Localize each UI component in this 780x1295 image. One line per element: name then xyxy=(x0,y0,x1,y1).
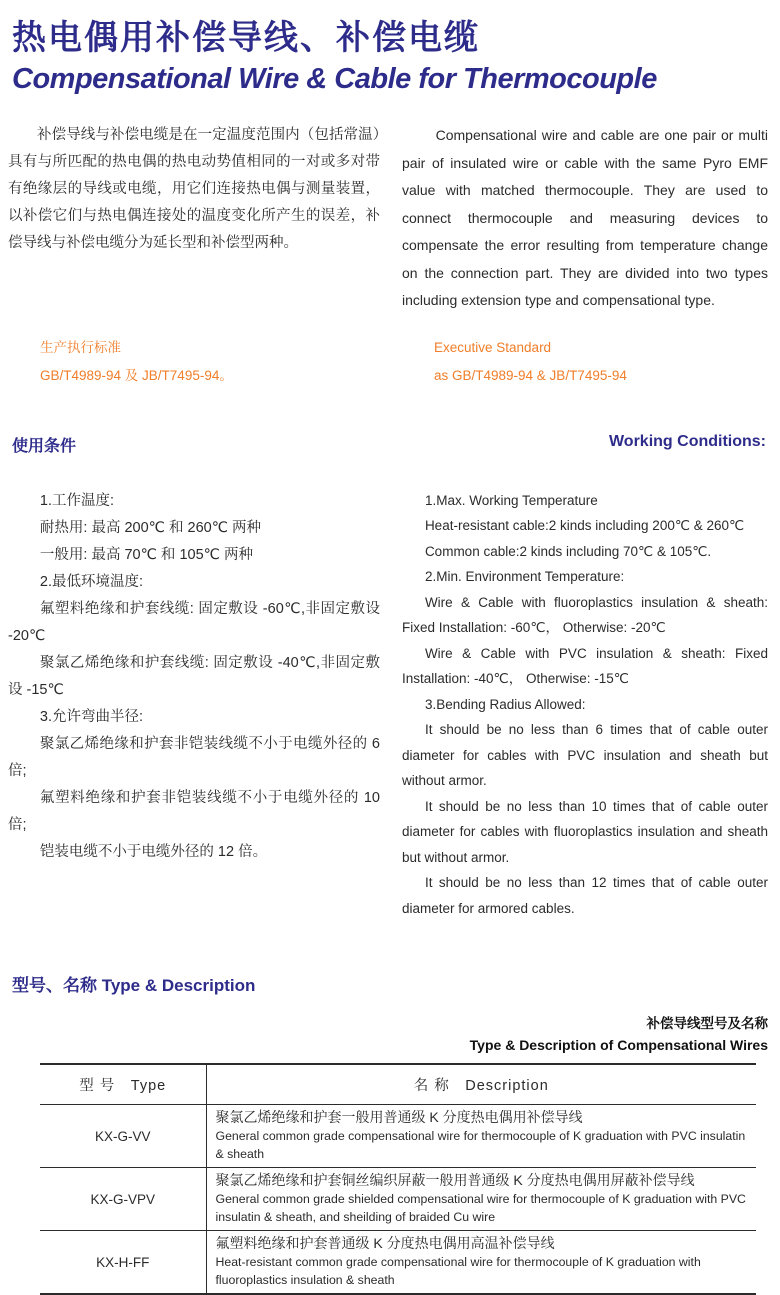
intro-paragraph-en: Compensational wire and cable are one pair or multi pair of insulated wire or cable with the same Pyro EMF value with matched thermocouple. They are used to connect thermocouple and measuring devices to compensate the error resulting from temperature change on the connection part. They are divided into two types including extension type and compensational type. xyxy=(402,127,768,308)
description-zh: 聚氯乙烯绝缘和护套一般用普通级 K 分度热电偶用补偿导线 xyxy=(215,1109,583,1125)
condition-item-zh: 耐热用: 最高 200℃ 和 260℃ 两种 xyxy=(39,519,262,536)
condition-item-en: Heat-resistant cable:2 kinds including 200℃ & 260℃ xyxy=(424,518,745,533)
description-cell xyxy=(206,1231,756,1295)
table-header-type: 型 号 Type xyxy=(40,1064,206,1105)
condition-item-en: 3.Bending Radius Allowed: xyxy=(424,696,586,712)
condition-item-zh: 一般用: 最高 70℃ 和 105℃ 两种 xyxy=(39,546,253,563)
description-en: General common grade compensational wire for thermocouple of K graduation with PVC insulatin & sheath xyxy=(215,1129,746,1161)
executive-standard-section xyxy=(8,337,768,393)
condition-item-en: Wire & Cable with fluoroplastics insulation & sheath: Fixed Installation: -60℃， Otherwise: -20℃ xyxy=(402,594,768,635)
working-conditions-headings xyxy=(8,433,768,456)
executive-standard-en xyxy=(402,337,768,393)
table-body xyxy=(40,1105,756,1295)
standard-label-en: Executive Standard xyxy=(434,339,552,355)
table-title-en: Type & Description of Compensational Wires xyxy=(469,1037,768,1053)
condition-item-en: It should be no less than 10 times that of cable outer diameter for cables with fluoroplastics insulation and sheath but without armor. xyxy=(402,798,768,865)
standard-value-zh: GB/T4989-94 及 JB/T7495-94。 xyxy=(40,367,233,383)
executive-standard-zh xyxy=(8,337,380,393)
condition-item-zh: 聚氯乙烯绝缘和护套线缆: 固定敷设 -40℃,非固定敷设 -15℃ xyxy=(8,654,380,698)
working-conditions-list-zh xyxy=(8,488,380,922)
table-row xyxy=(40,1168,756,1231)
type-cell: KX-H-FF xyxy=(40,1231,206,1295)
table-row xyxy=(40,1105,756,1168)
description-en: Heat-resistant common grade compensational wire for thermocouple of K graduation with fluoroplastics insulation & sheath xyxy=(215,1255,701,1287)
page-title-en: Compensational Wire & Cable for Thermocouple xyxy=(12,63,657,95)
table-row xyxy=(40,1231,756,1295)
condition-item-en: It should be no less than 12 times that of cable outer diameter for armored cables. xyxy=(402,875,768,916)
condition-item-zh: 铠装电缆不小于电缆外径的 12 倍。 xyxy=(39,843,268,860)
type-cell: KX-G-VPV xyxy=(40,1168,206,1231)
table-header-description: 名 称 Description xyxy=(206,1064,756,1105)
condition-item-zh: 氟塑料绝缘和护套非铠装线缆不小于电缆外径的 10 倍; xyxy=(8,789,380,833)
intro-paragraph-zh: 补偿导线与补偿电缆是在一定温度范围内（包括常温）具有与所匹配的热电偶的热电动势值相同的一对或多对带有绝缘层的导线或电缆，用它们连接热电偶与测量装置，以补偿它们与热电偶连接处的温度变化所产生的误差，补偿导线与补偿电缆分为延长型和补偿型两种。 xyxy=(8,127,380,251)
condition-item-zh: 3.允许弯曲半径: xyxy=(39,708,144,725)
condition-item-en: Wire & Cable with PVC insulation & sheath: Fixed Installation: -40℃， Otherwise: -15℃ xyxy=(402,645,768,686)
working-conditions-list-en xyxy=(402,488,768,922)
type-description-table xyxy=(40,1063,756,1295)
working-conditions-heading-en: Working Conditions: xyxy=(608,432,766,450)
table-header-row xyxy=(40,1064,756,1105)
description-cell xyxy=(206,1168,756,1231)
condition-item-zh: 氟塑料绝缘和护套线缆: 固定敷设 -60℃,非固定敷设 -20℃ xyxy=(8,600,380,644)
condition-item-en: 2.Min. Environment Temperature: xyxy=(424,569,625,584)
condition-item-en: Common cable:2 kinds including 70℃ & 105℃. xyxy=(424,543,712,559)
condition-item-zh: 聚氯乙烯绝缘和护套非铠装线缆不小于电缆外径的 6 倍; xyxy=(8,735,380,779)
type-cell: KX-G-VV xyxy=(40,1105,206,1168)
condition-item-zh: 2.最低环境温度: xyxy=(39,573,144,590)
table-titles xyxy=(8,1012,768,1053)
description-cell xyxy=(206,1105,756,1168)
description-zh: 聚氯乙烯绝缘和护套铜丝编织屏蔽一般用普通级 K 分度热电偶用屏蔽补偿导线 xyxy=(215,1172,695,1188)
type-description-heading: 型号、名称 Type & Description xyxy=(12,976,256,995)
standard-value-en: as GB/T4989-94 & JB/T7495-94 xyxy=(434,367,627,383)
page-title-zh: 热电偶用补偿导线、补偿电缆 xyxy=(12,19,480,57)
standard-label-zh: 生产执行标准 xyxy=(40,339,121,355)
condition-item-en: It should be no less than 6 times that of cable outer diameter for cables with PVC insulation and sheath but without armor. xyxy=(402,722,768,788)
condition-item-en: 1.Max. Working Temperature xyxy=(424,492,598,508)
description-en: General common grade shielded compensational wire for thermocouple of K graduation with PVC insulatin & sheath, and sheilding of braided Cu wire xyxy=(215,1192,746,1224)
description-zh: 氟塑料绝缘和护套普通级 K 分度热电偶用高温补偿导线 xyxy=(215,1235,555,1251)
intro-section xyxy=(8,122,768,315)
table-title-zh: 补偿导线型号及名称 xyxy=(646,1016,768,1031)
working-conditions-section xyxy=(8,488,768,922)
condition-item-zh: 1.工作温度: xyxy=(39,492,115,509)
working-conditions-heading-zh: 使用条件 xyxy=(12,437,77,455)
